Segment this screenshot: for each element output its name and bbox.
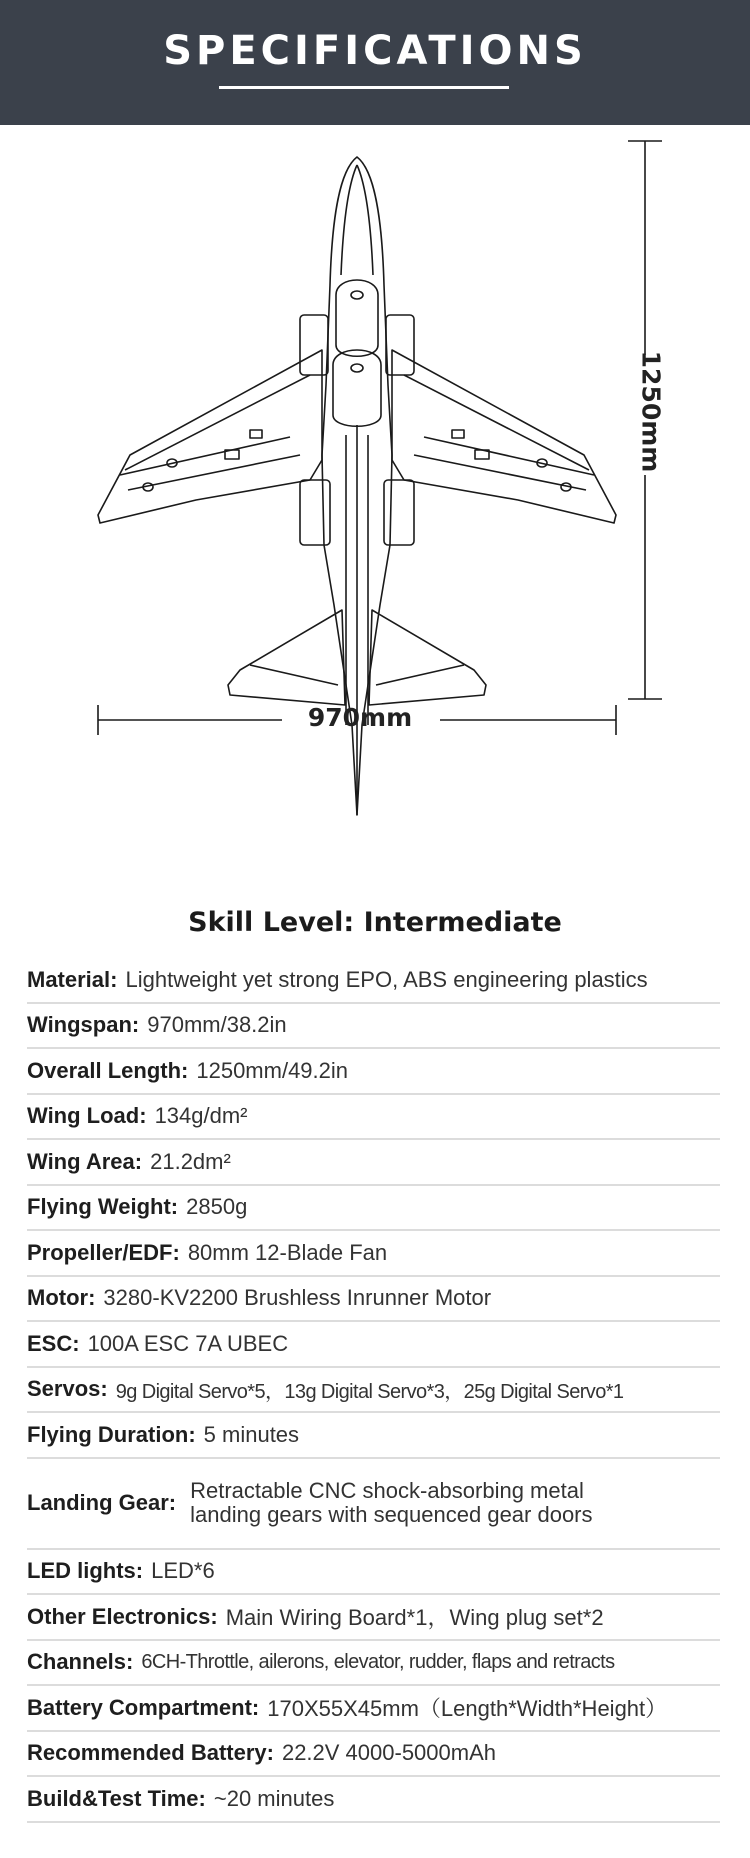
spec-value: LED*6: [151, 1558, 215, 1584]
spec-row-propeller: [27, 1231, 720, 1277]
spec-value: Lightweight yet strong EPO, ABS engineering plastics: [125, 966, 648, 992]
spec-row-esc: [27, 1322, 720, 1368]
spec-value: 970mm/38.2in: [147, 1012, 287, 1038]
spec-label: Flying Duration:: [27, 1421, 196, 1447]
spec-label: Motor:: [27, 1285, 96, 1311]
length-label: 1250mm: [636, 350, 666, 473]
header-banner: [0, 0, 750, 125]
spec-label: Material:: [27, 966, 118, 992]
spec-value: ~20 minutes: [213, 1785, 335, 1811]
spec-label: Other Electronics:: [27, 1603, 218, 1629]
spec-row-other-electronics: [27, 1595, 720, 1641]
spec-row-material: [27, 958, 720, 1004]
spec-row-overall-length: [27, 1049, 720, 1095]
title-underline: [219, 86, 509, 89]
spec-label: Flying Weight:: [27, 1194, 179, 1220]
spec-label: Propeller/EDF:: [27, 1239, 180, 1265]
spec-value: Main Wiring Board*1，Wing plug set*2: [225, 1605, 604, 1631]
page-title: SPECIFICATIONS: [163, 28, 587, 74]
spec-label: LED lights:: [27, 1558, 144, 1584]
spec-row-motor: [27, 1277, 720, 1323]
spec-label: Battery Compartment:: [27, 1694, 260, 1720]
spec-row-wing-area: [27, 1140, 720, 1186]
spec-label: Wing Load:: [27, 1103, 147, 1129]
spec-value: 22.2V 4000-5000mAh: [281, 1740, 497, 1766]
aircraft-diagram: [0, 125, 750, 885]
spec-table: [27, 958, 720, 1823]
spec-label: Wing Area:: [27, 1148, 143, 1174]
skill-level: Skill Level: Intermediate: [188, 907, 562, 938]
spec-label: Landing Gear:: [27, 1490, 177, 1515]
spec-value: 80mm 12-Blade Fan: [187, 1239, 388, 1265]
spec-value: 9g Digital Servo*5，13g Digital Servo*3，25g Digital Servo*1: [115, 1380, 624, 1403]
spec-label: Recommended Battery:: [27, 1740, 274, 1766]
aircraft-top-view: [0, 125, 750, 885]
spec-row-channels: [27, 1641, 720, 1687]
spec-row-build-test-time: [27, 1777, 720, 1823]
spec-label: ESC:: [27, 1330, 80, 1356]
spec-value: 2850g: [186, 1194, 248, 1220]
spec-value: 3280-KV2200 Brushless Inrunner Motor: [103, 1285, 492, 1311]
spec-value: Retractable CNC shock-absorbing metal landing gears with sequenced gear doors: [190, 1478, 593, 1527]
spec-row-recommended-battery: [27, 1732, 720, 1778]
spec-row-wing-load: [27, 1095, 720, 1141]
spec-value: 100A ESC 7A UBEC: [87, 1330, 289, 1356]
spec-row-led-lights: [27, 1550, 720, 1596]
spec-value: 134g/dm²: [154, 1103, 248, 1129]
spec-row-flying-duration: [27, 1413, 720, 1459]
spec-value: 170X55X45mm（Length*Width*Height）: [267, 1696, 668, 1722]
spec-row-battery-compartment: [27, 1686, 720, 1732]
spec-row-flying-weight: [27, 1186, 720, 1232]
spec-row-landing-gear: [27, 1459, 720, 1550]
spec-label: Channels:: [27, 1649, 134, 1675]
spec-label: Build&Test Time:: [27, 1785, 206, 1811]
spec-value: 5 minutes: [203, 1421, 300, 1447]
spec-label: Overall Length:: [27, 1057, 189, 1083]
spec-row-wingspan: [27, 1004, 720, 1050]
spec-label: Wingspan:: [27, 1012, 140, 1038]
spec-row-servos: [27, 1368, 720, 1414]
spec-value: 21.2dm²: [150, 1148, 231, 1174]
wingspan-label: 970mm: [307, 703, 413, 732]
spec-value: 1250mm/49.2in: [196, 1057, 349, 1083]
spec-label: Servos:: [27, 1376, 108, 1402]
spec-value: 6CH-Throttle, ailerons, elevator, rudder, flaps and retracts: [141, 1650, 615, 1673]
